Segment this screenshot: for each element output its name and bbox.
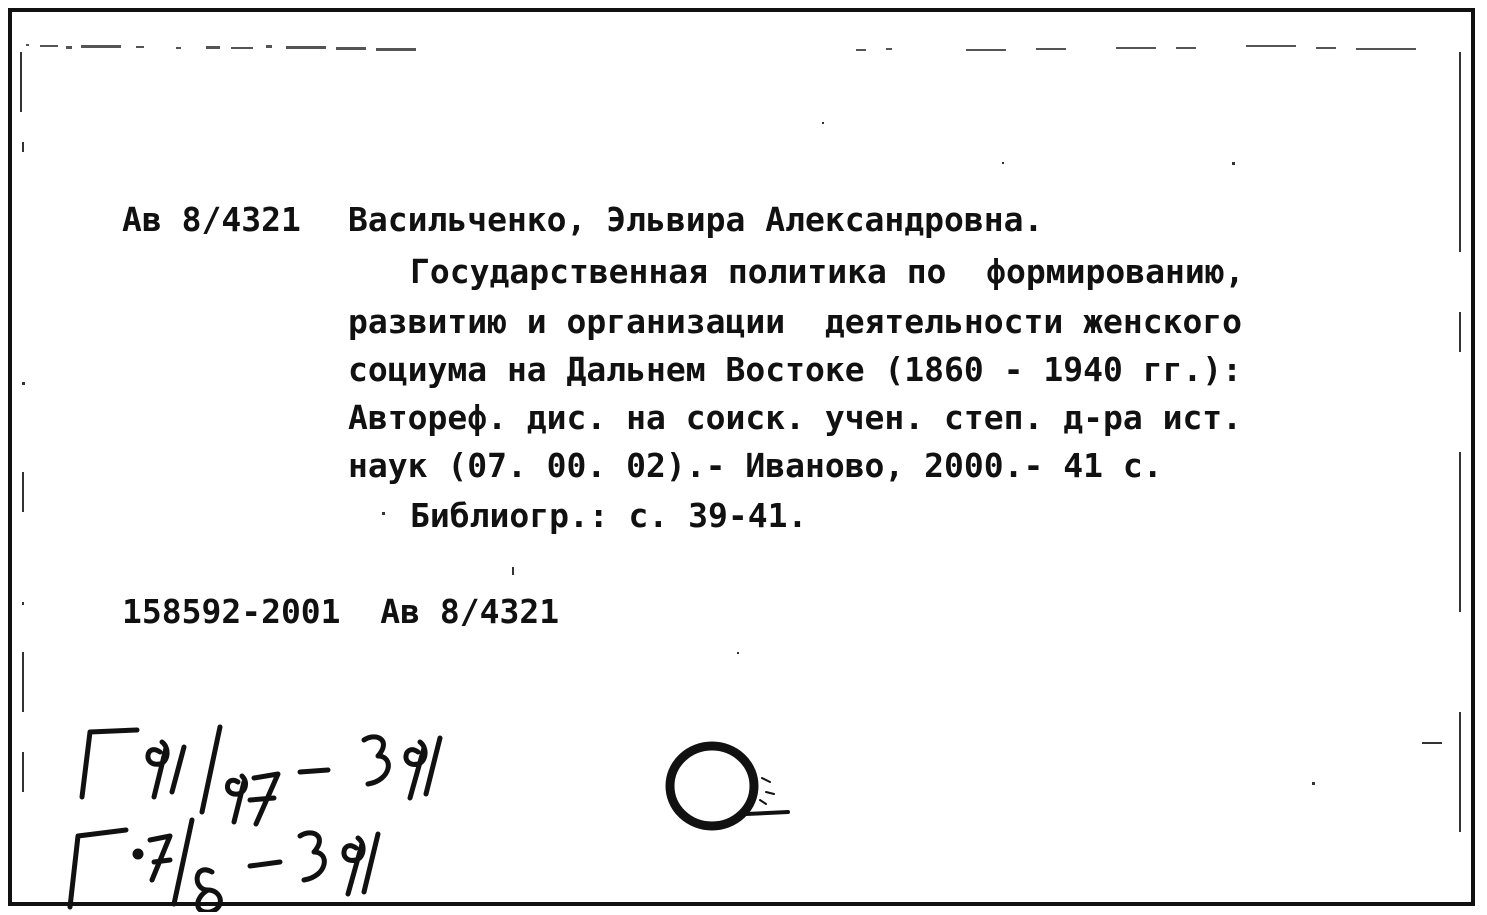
title-line-1: Государственная политика по формированию,: [410, 252, 1245, 291]
circle-stamp-icon: [662, 736, 812, 846]
title-line-4: Автореф. дис. на соиск. учен. степ. д-ра ист.: [348, 398, 1243, 437]
scan-artifact-top: [26, 42, 1446, 56]
title-line-3: социума на Дальнем Востоке (1860 - 1940 гг.):: [348, 350, 1243, 389]
title-line-5: наук (07. 00. 02).- Иваново, 2000.- 41 с.: [348, 446, 1163, 485]
inventory-number: 158592-2001 Ав 8/4321: [122, 592, 560, 631]
catalog-card: [8, 8, 1475, 906]
author-heading: Васильченко, Эльвира Александровна.: [348, 200, 1044, 239]
handwritten-call-numbers: [42, 712, 502, 912]
title-line-2: развитию и организации деятельности женского: [348, 302, 1243, 341]
bibliography-note: Библиогр.: с. 39-41.: [410, 496, 808, 535]
shelf-mark: Ав 8/4321: [122, 200, 301, 239]
